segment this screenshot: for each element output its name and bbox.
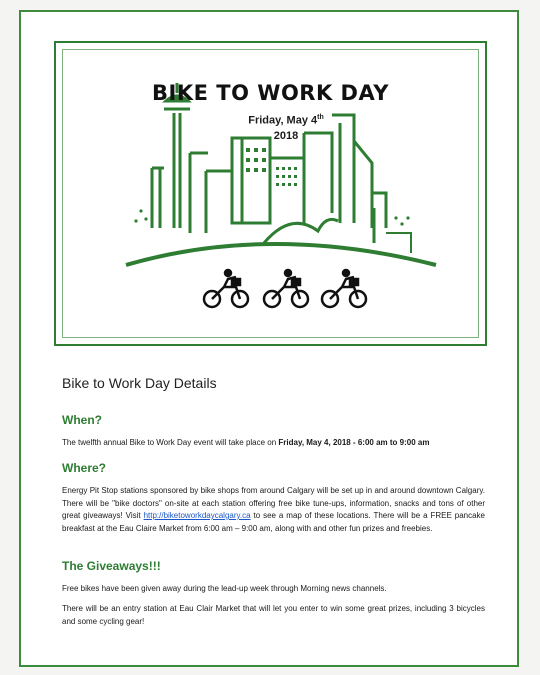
where-text-rest: to see a map of these locations. There will be a FREE pancake breakfast at the Eau Claire Market from 6:00 am – 9:00 am, along with and other fun prizes and freebies.	[62, 511, 486, 533]
where-text	[62, 485, 485, 535]
banner-date	[226, 110, 346, 144]
banner-date-suffix: th	[317, 114, 324, 121]
details-heading: Bike to Work Day Details	[62, 375, 217, 391]
event-banner	[54, 41, 487, 346]
when-heading: When?	[62, 413, 102, 427]
when-date-time: Friday, May 4, 2018 - 6:00 am to 9:00 am	[278, 438, 430, 447]
banner-year: 2018	[273, 129, 299, 142]
event-website-link[interactable]: http://biketoworkdaycalgary.ca	[143, 511, 251, 520]
flyer-page	[19, 10, 519, 667]
where-text-intro: Energy Pit Stop stations sponsored by bike shops from around Calgary will be set up in and around downtown Calgary. There will be "bike doctors" on-site at each station offering free bike tune-ups, information, snacks and tons of other great giveaways! Visit	[62, 486, 485, 520]
cyclist-icons	[204, 270, 366, 307]
banner-title: BIKE TO WORK DAY	[152, 81, 389, 105]
giveaways-text-1: Free bikes have been given away during the lead-up week through Morning news channels.	[62, 584, 387, 593]
giveaways-heading: The Giveaways!!!	[62, 559, 161, 573]
where-heading: Where?	[62, 461, 107, 475]
when-text	[62, 437, 485, 450]
banner-date-line: Friday, May 4	[248, 114, 318, 127]
when-text-intro: The twelfth annual Bike to Work Day event will take place on	[62, 438, 279, 447]
giveaways-text-2: There will be an entry station at Eau Clair Market that will let you enter to win some great prizes, including 3 bicycles and some cycling gear!	[62, 604, 485, 626]
